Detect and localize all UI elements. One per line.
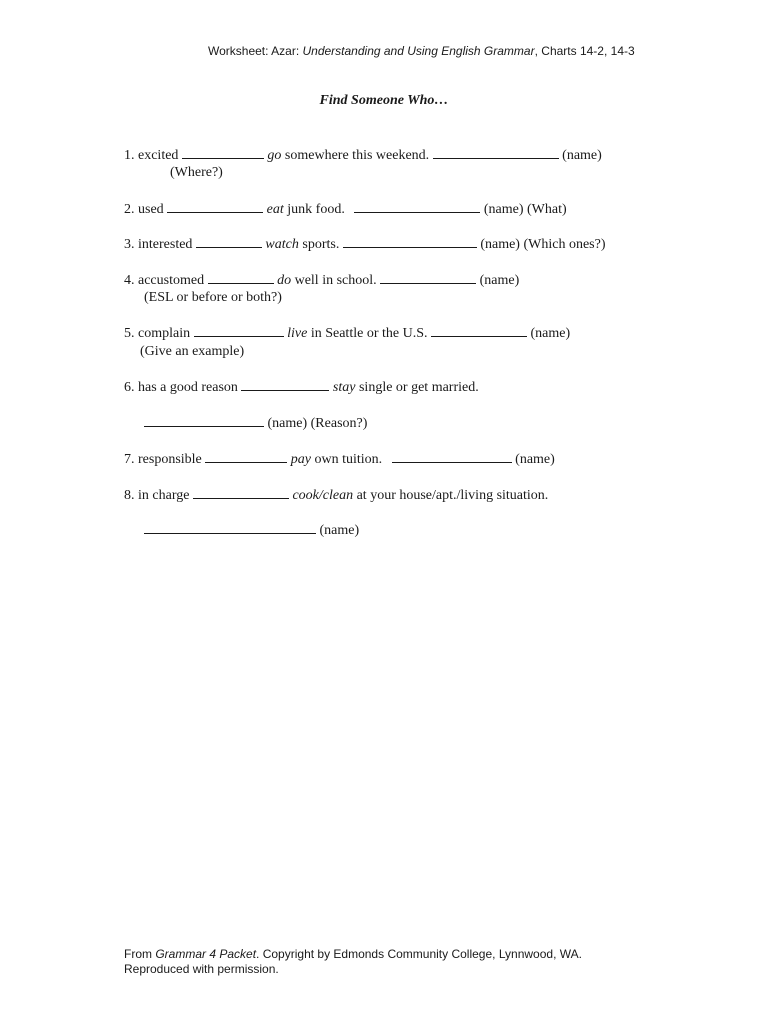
worksheet-title: Find Someone Who… bbox=[319, 93, 449, 108]
item-verb: pay bbox=[290, 452, 311, 467]
name-blank[interactable] bbox=[433, 146, 559, 159]
item-verb: do bbox=[277, 273, 292, 288]
item-2 bbox=[124, 200, 567, 219]
item-number: 7. bbox=[124, 452, 135, 467]
name-blank[interactable] bbox=[144, 414, 264, 427]
answer-blank[interactable] bbox=[196, 235, 262, 248]
item-number: 1. bbox=[124, 148, 135, 163]
footer-copyright: . Copyright by Edmonds Community College, Lynnwood, WA. bbox=[256, 947, 582, 961]
item-number: 2. bbox=[124, 202, 135, 217]
answer-blank[interactable] bbox=[182, 146, 264, 159]
item-rest: at your house/apt./living situation. bbox=[356, 488, 549, 503]
item-8-second-line bbox=[144, 521, 359, 540]
header-prefix: Worksheet: Azar: bbox=[208, 44, 303, 58]
item-4 bbox=[124, 271, 519, 290]
item-rest: in Seattle or the U.S. bbox=[310, 326, 428, 341]
footer-packet: Grammar 4 Packet bbox=[155, 947, 257, 961]
item-verb: watch bbox=[265, 237, 299, 252]
item-5-note: (Give an example) bbox=[140, 344, 245, 359]
item-verb: stay bbox=[332, 380, 356, 395]
item-phrase: interested bbox=[138, 237, 193, 252]
item-rest: somewhere this weekend. bbox=[284, 148, 430, 163]
item-6 bbox=[124, 378, 479, 397]
answer-blank[interactable] bbox=[241, 378, 329, 391]
answer-blank[interactable] bbox=[208, 271, 274, 284]
item-phrase: has a good reason bbox=[138, 380, 238, 395]
item-number: 3. bbox=[124, 237, 135, 252]
item-tag: (name) (Which ones?) bbox=[480, 237, 606, 252]
footer-line-2: Reproduced with permission. bbox=[124, 962, 279, 976]
answer-blank[interactable] bbox=[193, 486, 289, 499]
name-blank[interactable] bbox=[392, 450, 512, 463]
name-blank[interactable] bbox=[144, 521, 316, 534]
item-phrase: used bbox=[138, 202, 164, 217]
item-verb: eat bbox=[266, 202, 284, 217]
item-tag: (name) bbox=[515, 452, 555, 467]
item-phrase: excited bbox=[138, 148, 179, 163]
item-rest: junk food. bbox=[287, 202, 345, 217]
item-phrase: in charge bbox=[138, 488, 190, 503]
footer-from: From bbox=[124, 947, 156, 961]
answer-blank[interactable] bbox=[194, 324, 284, 337]
name-blank[interactable] bbox=[343, 235, 477, 248]
name-blank[interactable] bbox=[380, 271, 476, 284]
footer bbox=[124, 947, 582, 977]
item-phrase: accustomed bbox=[138, 273, 205, 288]
item-7 bbox=[124, 450, 555, 469]
item-number: 5. bbox=[124, 326, 135, 341]
item-phrase: responsible bbox=[138, 452, 202, 467]
item-3 bbox=[124, 235, 606, 254]
item-verb: live bbox=[287, 326, 308, 341]
item-4-note: (ESL or before or both?) bbox=[144, 290, 282, 305]
answer-blank[interactable] bbox=[205, 450, 287, 463]
item-6-second-line bbox=[144, 414, 367, 433]
item-rest: own tuition. bbox=[314, 452, 383, 467]
header-suffix: , Charts 14-2, 14-3 bbox=[534, 44, 635, 58]
item-verb: cook/clean bbox=[292, 488, 354, 503]
item-number: 8. bbox=[124, 488, 135, 503]
answer-blank[interactable] bbox=[167, 200, 263, 213]
item-number: 4. bbox=[124, 273, 135, 288]
item-phrase: complain bbox=[138, 326, 191, 341]
item-tag: (name) (Reason?) bbox=[267, 416, 368, 431]
header-book-title: Understanding and Using English Grammar bbox=[302, 44, 535, 58]
footer-line-1 bbox=[124, 947, 582, 962]
item-1 bbox=[124, 146, 602, 165]
item-number: 6. bbox=[124, 380, 135, 395]
item-tag: (name) bbox=[319, 523, 360, 538]
worksheet-header bbox=[208, 44, 635, 58]
name-blank[interactable] bbox=[354, 200, 480, 213]
item-tag: (name) (What) bbox=[483, 202, 567, 217]
item-tag: (name) bbox=[562, 148, 602, 163]
item-rest: well in school. bbox=[294, 273, 377, 288]
item-verb: go bbox=[267, 148, 282, 163]
item-rest: sports. bbox=[302, 237, 340, 252]
item-8 bbox=[124, 486, 548, 505]
name-blank[interactable] bbox=[431, 324, 527, 337]
item-5 bbox=[124, 324, 570, 343]
item-1-note: (Where?) bbox=[170, 165, 223, 180]
item-tag: (name) bbox=[479, 273, 520, 288]
item-rest: single or get married. bbox=[358, 380, 479, 395]
item-tag: (name) bbox=[530, 326, 571, 341]
